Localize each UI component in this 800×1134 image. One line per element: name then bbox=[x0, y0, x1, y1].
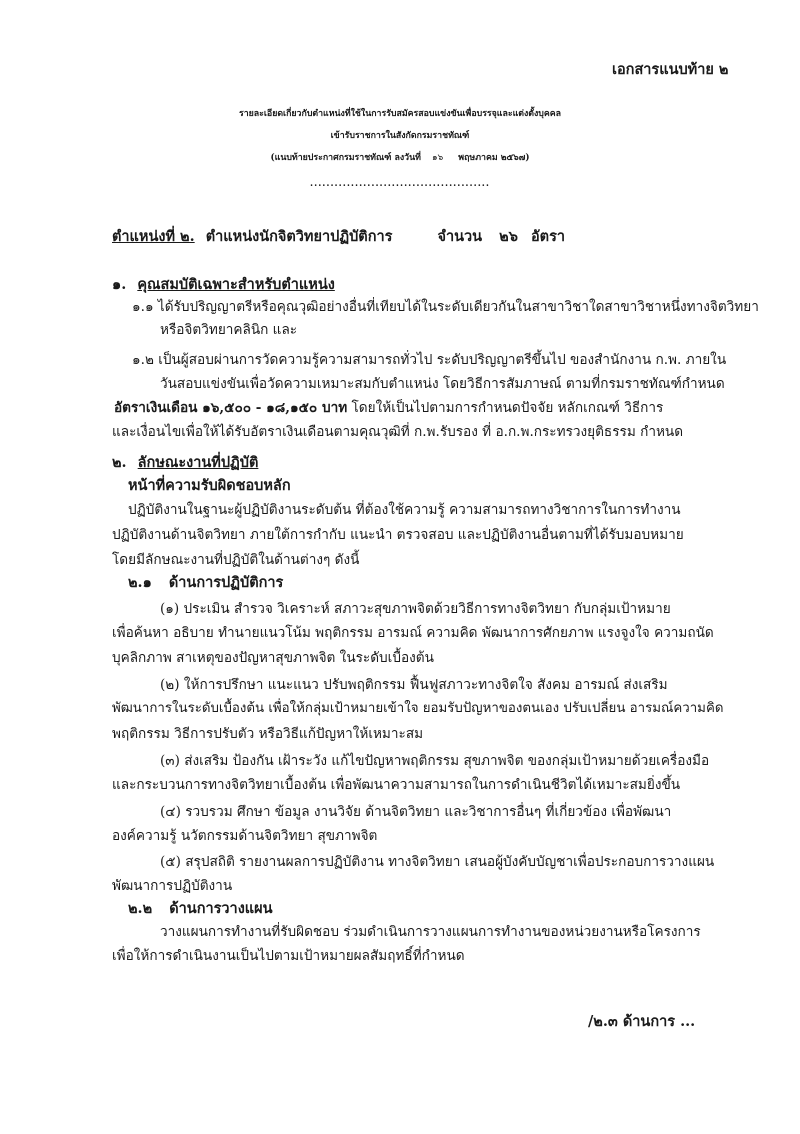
op2-line-1: (๒) ให้การปรึกษา แนะแนว ปรับพฤติกรรม ฟื้นฟูสภาวะทางจิตใจ สังคม อารมณ์ ส่งเสริม bbox=[160, 677, 668, 693]
position-unit: อัตรา bbox=[530, 228, 566, 245]
op4-line-2: องค์ความรู้ นวัตกรรมด้านจิตวิทยา สุขภาพจิต bbox=[112, 828, 378, 844]
section1-item2-line1: ๑.๒ เป็นผู้สอบผ่านการวัดความรู้ความสามารถทั่วไป ระดับปริญญาตรีขึ้นไป ของสำนักงาน ก.พ. ภายใน bbox=[132, 352, 727, 368]
plan-heading-text: ด้านการวางแผน bbox=[169, 900, 273, 917]
section1-heading-num: ๑. bbox=[112, 276, 127, 293]
attachment-label: เอกสารแนบท้าย ๒ bbox=[612, 61, 729, 78]
op2-line-3: พฤติกรรม วิธีการปรับตัว หรือวิธีแก้ปัญหาให้เหมาะสม bbox=[112, 726, 424, 742]
section1-item2-line2: วันสอบแข่งขันเพื่อวัดความเหมาะสมกับตำแหน่ง โดยวิธีการสัมภาษณ์ ตามที่กรมราชทัณฑ์กำหนด bbox=[160, 376, 725, 392]
ops-heading-text: ด้านการปฏิบัติการ bbox=[168, 574, 284, 591]
salary-line-1 bbox=[114, 398, 663, 418]
section1-heading bbox=[112, 275, 335, 295]
op5-line-1: (๕) สรุปสถิติ รายงานผลการปฏิบัติงาน ทางจิตวิทยา เสนอผู้บังคับบัญชาเพื่อประกอบการวางแผน bbox=[160, 854, 715, 870]
section1-heading-text: คุณสมบัติเฉพาะสำหรับตำแหน่ง bbox=[137, 276, 335, 293]
salary-line-2: และเงื่อนไขเพื่อให้ได้รับอัตราเงินเดือนตามคุณวุฒิที่ ก.พ.รับรอง ที่ อ.ก.พ.กระทรวงยุติธรรม กำหนด bbox=[112, 424, 684, 440]
position-line bbox=[112, 227, 565, 247]
section2-heading-text: ลักษณะงานที่ปฏิบัติ bbox=[137, 454, 259, 471]
op1-line-3: บุคลิกภาพ สาเหตุของปัญหาสุขภาพจิต ในระดับเบื้องต้น bbox=[112, 650, 434, 666]
plan-line-2: เพื่อให้การดำเนินงานเป็นไปตามเป้าหมายผลสัมฤทธิ์ที่กำหนด bbox=[112, 948, 465, 964]
intro-line-3: โดยมีลักษณะงานที่ปฏิบัติในด้านต่างๆ ดังนี้ bbox=[112, 552, 360, 568]
op1-line-1: (๑) ประเมิน สำรวจ วิเคราะห์ สภาวะสุขภาพจิตด้วยวิธีการทางจิตวิทยา กับกลุ่มเป้าหมาย bbox=[160, 601, 671, 617]
plan-line-1: วางแผนการทำงานที่รับผิดชอบ ร่วมดำเนินการวางแผนการทำงานของหน่วยงานหรือโครงการ bbox=[160, 924, 701, 940]
op1-line-2: เพื่อค้นหา อธิบาย ทำนายแนวโน้ม พฤติกรรม อารมณ์ ความคิด พัฒนาการศักยภาพ แรงจูงใจ ความถนัด bbox=[112, 625, 714, 641]
section1-item1-line2: หรือจิตวิทยาคลินิก และ bbox=[160, 322, 298, 338]
section2-subheading: หน้าที่ความรับผิดชอบหลัก bbox=[128, 477, 291, 494]
ops-heading bbox=[128, 573, 283, 593]
salary-amount: อัตราเงินเดือน ๑๖,๕๐๐ - ๑๘,๑๕๐ บาท bbox=[114, 400, 348, 416]
position-count-label: จำนวน bbox=[437, 228, 483, 245]
section2-heading bbox=[112, 453, 258, 473]
title-dots: ............................................ bbox=[310, 179, 490, 189]
title-line-1: รายละเอียดเกี่ยวกับตำแหน่งที่ใช้ในการรับสมัครสอบแข่งขันเพื่อบรรจุและแต่งตั้งบุคคล bbox=[238, 109, 562, 119]
section1-item1-line1: ๑.๑ ได้รับปริญญาตรีหรือคุณวุฒิอย่างอื่นที่เทียบได้ในระดับเดียวกันในสาขาวิชาใดสาขาวิชาหนึ่งทางจิตวิทยา bbox=[132, 299, 759, 315]
op2-line-2: พัฒนาการในระดับเบื้องต้น เพื่อให้กลุ่มเป้าหมายเข้าใจ ยอมรับปัญหาของตนเอง ปรับเปลี่ยน อารมณ์ความคิด bbox=[112, 701, 724, 716]
section2-heading-num: ๒. bbox=[112, 454, 127, 471]
title-line-3-suffix: พฤษภาคม ๒๕๖๗) bbox=[458, 153, 530, 163]
plan-heading-num: ๒.๒ bbox=[128, 900, 153, 917]
op5-line-2: พัฒนาการปฏิบัติงาน bbox=[112, 878, 233, 894]
op4-line-1: (๔) รวบรวม ศึกษา ข้อมูล งานวิจัย ด้านจิตวิทยา และวิชาการอื่นๆ ที่เกี่ยวข้อง เพื่อพัฒนา bbox=[160, 804, 672, 820]
title-line-3-prefix: (แนบท้ายประกาศกรมราชทัณฑ์ ลงวันที่ bbox=[270, 153, 421, 163]
title-line-2: เข้ารับราชการในสังกัดกรมราชทัณฑ์ bbox=[330, 131, 470, 141]
op3-line-2: และกระบวนการทางจิตวิทยาเบื้องต้น เพื่อพัฒนาความสามารถในการดำเนินชีวิตได้เหมาะสมยิ่งขึ้น bbox=[112, 777, 681, 793]
intro-line-2: ปฏิบัติงานด้านจิตวิทยา ภายใต้การกำกับ แนะนำ ตรวจสอบ และปฏิบัติงานอื่นตามที่ได้รับมอบหมาย bbox=[112, 527, 684, 543]
continued-footer: /๒.๓ ด้านการ ... bbox=[588, 1013, 696, 1030]
position-count: ๒๖ bbox=[499, 228, 518, 245]
ops-heading-num: ๒.๑ bbox=[128, 574, 152, 591]
position-label: ตำแหน่งที่ ๒. bbox=[112, 228, 195, 245]
title-line-3-day: ๑๖ bbox=[432, 153, 444, 163]
title-line-3 bbox=[0, 148, 800, 168]
plan-heading bbox=[128, 899, 273, 919]
salary-condition: โดยให้เป็นไปตามการกำหนดปัจจัย หลักเกณฑ์ วิธีการ bbox=[351, 400, 664, 416]
position-name: ตำแหน่งนักจิตวิทยาปฏิบัติการ bbox=[205, 228, 393, 245]
op3-line-1: (๓) ส่งเสริม ป้องกัน เฝ้าระวัง แก้ไขปัญหาพฤติกรรม สุขภาพจิต ของกลุ่มเป้าหมายด้วยเครื่องมือ bbox=[160, 753, 710, 769]
intro-line-1: ปฏิบัติงานในฐานะผู้ปฏิบัติงานระดับต้น ที่ต้องใช้ความรู้ ความสามารถทางวิชาการในการทำงาน bbox=[128, 502, 681, 518]
